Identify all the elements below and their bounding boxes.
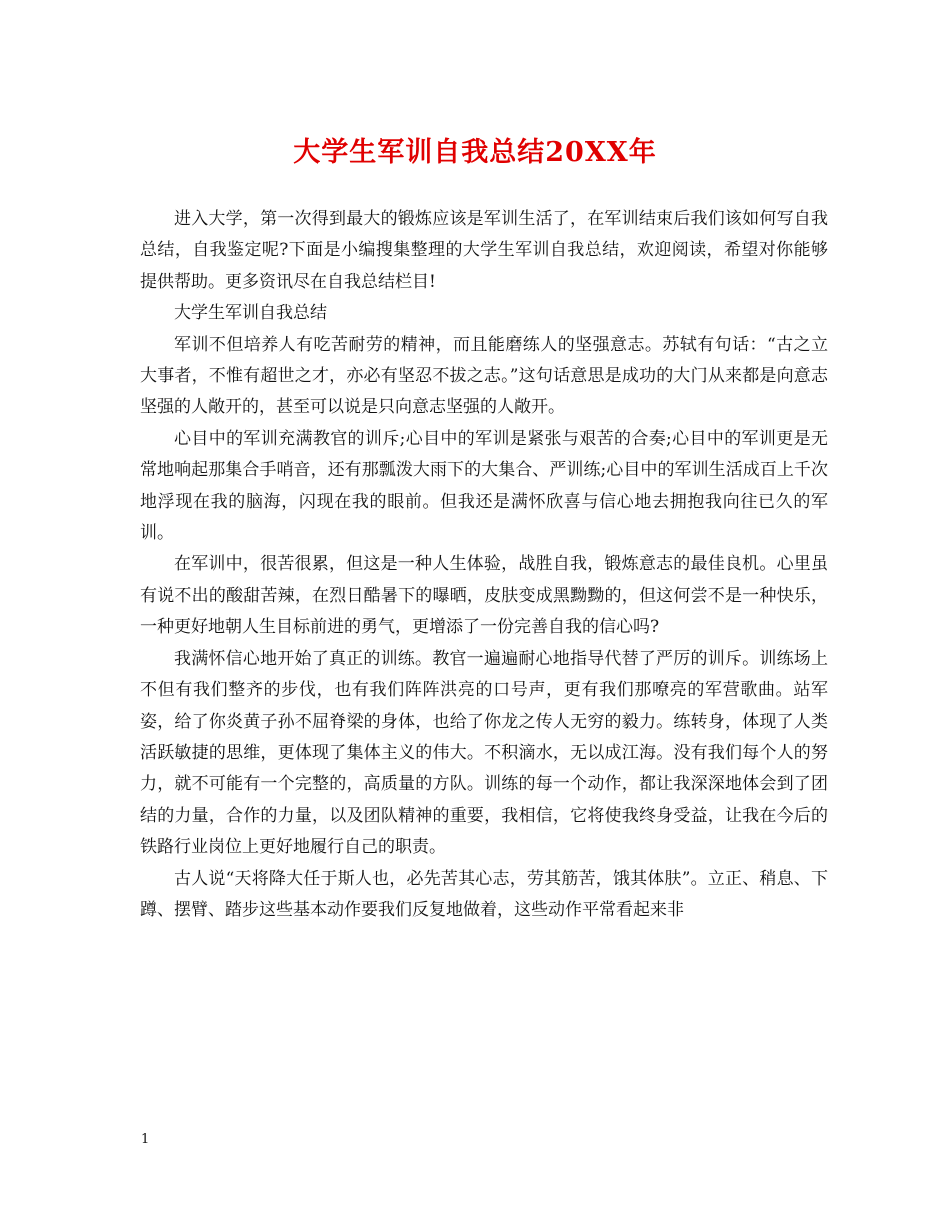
paragraph-2: 心目中的军训充满教官的训斥;心目中的军训是紧张与艰苦的合奏;心目中的军训更是无常地响起那集合手哨音，还有那瓢泼大雨下的大集合、严训练;心目中的军训生活成百上千次地浮现在我的脑海，闪现在我的眼前。但我还是满怀欣喜与信心地去拥抱我向往已久的军训。: [140, 428, 828, 544]
page-number: 1: [141, 1132, 150, 1147]
document-title: 大学生军训自我总结20XX年: [293, 137, 657, 168]
paragraph-1: 军训不但培养人有吃苦耐劳的精神，而且能磨练人的坚强意志。苏轼有句话：“古之立大事者，不惟有超世之才，亦必有坚忍不拔之志。”这句话意思是成功的大门从来都是向意志坚强的人敞开的，甚至可以说是只向意志坚强的人敞开。: [140, 334, 828, 418]
section-heading: 大学生军训自我总结: [174, 303, 327, 324]
paragraph-5: 古人说“天将降大任于斯人也，必先苦其心志，劳其筋苦，饿其体肤”。立正、稍息、下蹲、摆臂、踏步这些基本动作要我们反复地做着，这些动作平常看起来非: [140, 868, 828, 920]
paragraph-3: 在军训中，很苦很累，但这是一种人生体验，战胜自我，锻炼意志的最佳良机。心里虽有说不出的酸甜苦辣，在烈日酷暑下的曝晒，皮肤变成黑黝黝的，但这何尝不是一种快乐，一种更好地朝人生目标前进的勇气，更增添了一份完善自我的信心吗?: [140, 554, 828, 638]
document-body: [140, 204, 828, 926]
paragraph-4: 我满怀信心地开始了真正的训练。教官一遍遍耐心地指导代替了严厉的训斥。训练场上不但有我们整齐的步伐，也有我们阵阵洪亮的口号声，更有我们那嘹亮的军营歌曲。站军姿，给了你炎黄子孙不屈脊梁的身体，也给了你龙之传人无穷的毅力。练转身，体现了人类活跃敏捷的思维，更体现了集体主义的伟大。不积滴水，无以成江海。没有我们每个人的努力，就不可能有一个完整的，高质量的方队。训练的每一个动作，都让我深深地体会到了团结的力量，合作的力量，以及团队精神的重要，我相信，它将使我终身受益，让我在今后的铁路行业岗位上更好地履行自己的职责。: [140, 648, 828, 858]
paragraph-intro: 进入大学，第一次得到最大的锻炼应该是军训生活了，在军训结束后我们该如何写自我总结，自我鉴定呢?下面是小编搜集整理的大学生军训自我总结，欢迎阅读，希望对你能够提供帮助。更多资讯尽在自我总结栏目!: [140, 209, 828, 292]
